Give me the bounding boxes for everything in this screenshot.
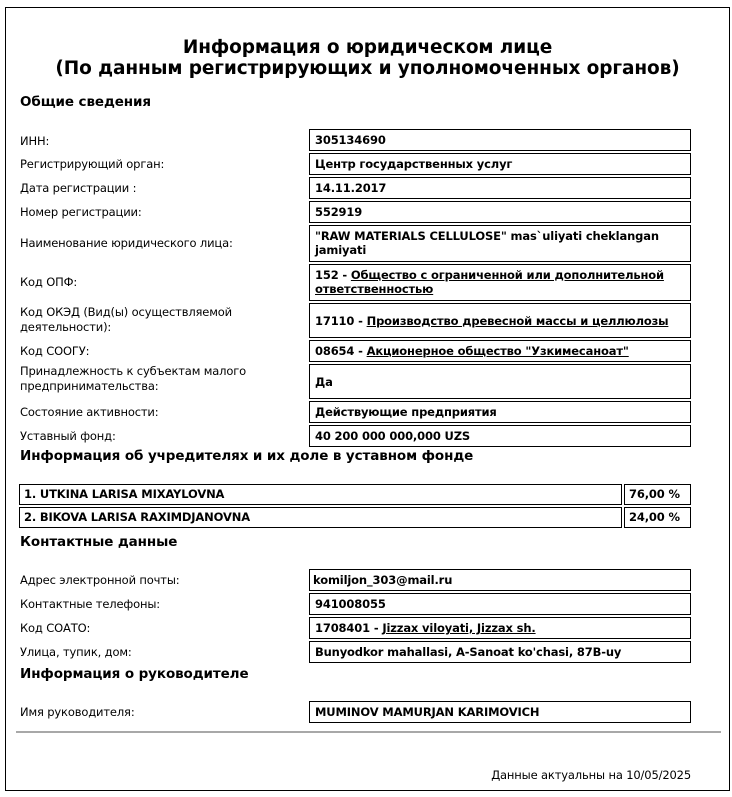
legal-entity-document xyxy=(5,7,730,791)
field-value-charter-capital: 40 200 000 000,000 UZS xyxy=(309,425,691,447)
field-label: Принадлежность к субъектам малого предпринимательства: xyxy=(20,364,247,393)
field-value-activity-status: Действующие предприятия xyxy=(309,401,691,423)
field-label: Код СОАТО: xyxy=(20,621,91,635)
soogu-link[interactable]: Акционерное общество "Узкимесаноат" xyxy=(366,344,629,358)
field-label: ИНН: xyxy=(20,134,50,148)
field-value-phones: 941008055 xyxy=(309,593,691,615)
field-value-registration-date: 14.11.2017 xyxy=(309,177,691,199)
opf-code: 152 xyxy=(315,268,339,282)
field-label: Уставный фонд: xyxy=(20,429,116,443)
separator: - xyxy=(369,621,383,635)
field-value-registration-number: 552919 xyxy=(309,201,691,223)
field-value-director-name: MUMINOV MAMURJAN KARIMOVICH xyxy=(309,701,691,723)
soato-link[interactable]: Jizzax viloyati, Jizzax sh. xyxy=(382,621,536,635)
oked-code: 17110 xyxy=(315,313,355,328)
founders-section-heading: Информация об учредителях и их доле в уставном фонде xyxy=(20,448,474,464)
title-line-2: (По данным регистрирующих и уполномоченных органов) xyxy=(55,58,680,79)
field-label: Регистрирующий орган: xyxy=(20,157,165,171)
director-section-heading: Информация о руководителе xyxy=(20,666,249,682)
field-label: Код СООГУ: xyxy=(20,344,90,358)
field-value-small-business: Да xyxy=(309,364,691,399)
field-value-registering-authority: Центр государственных услуг xyxy=(309,153,691,175)
field-label: Код ОПФ: xyxy=(20,275,78,289)
field-label: Состояние активности: xyxy=(20,405,159,419)
opf-link[interactable]: Общество с ограниченной или дополнительной ответственностью xyxy=(315,268,664,296)
field-value-opf-code xyxy=(309,264,691,301)
field-value-address: Bunyodkor mahallasi, A-Sanoat ko'chasi, 87B-uy xyxy=(309,641,691,663)
divider xyxy=(16,731,721,733)
field-label: Адрес электронной почты: xyxy=(20,573,180,587)
contacts-section-heading: Контактные данные xyxy=(20,534,178,550)
title-line-1: Информация о юридическом лице xyxy=(182,37,553,58)
field-value-soogu-code xyxy=(309,340,691,362)
field-value-oked-code xyxy=(309,303,691,338)
field-value-inn: 305134690 xyxy=(309,129,691,151)
separator: - xyxy=(354,344,367,358)
field-label: Имя руководителя: xyxy=(20,705,135,719)
soato-code: 1708401 xyxy=(315,621,370,635)
page-title xyxy=(6,37,729,79)
field-value-soato-code xyxy=(309,617,691,639)
field-value-entity-name: "RAW MATERIALS CELLULOSE" mas`uliyati cheklangan jamiyati xyxy=(309,225,691,262)
field-label: Дата регистрации : xyxy=(20,181,137,195)
data-actual-date: Данные актуальны на 10/05/2025 xyxy=(491,768,691,782)
founder-share: 76,00 % xyxy=(624,484,691,505)
founder-name: 2. BIKOVA LARISA RAXIMDJANOVNA xyxy=(19,507,622,528)
founder-share: 24,00 % xyxy=(624,507,691,528)
field-value-email: komiljon_303@mail.ru xyxy=(309,569,691,591)
field-label: Наименование юридического лица: xyxy=(20,236,233,250)
oked-link[interactable]: Производство древесной массы и целлюлозы xyxy=(366,313,669,328)
founder-name: 1. UTKINA LARISA MIXAYLOVNA xyxy=(19,484,622,505)
separator: - xyxy=(338,268,351,282)
field-label: Улица, тупик, дом: xyxy=(20,645,132,659)
field-label: Номер регистрации: xyxy=(20,205,142,219)
general-section-heading: Общие сведения xyxy=(20,94,151,110)
soogu-code: 08654 xyxy=(315,344,355,358)
field-label: Контактные телефоны: xyxy=(20,597,160,611)
separator: - xyxy=(354,313,367,328)
field-label: Код ОКЭД (Вид(ы) осуществляемой деятельности): xyxy=(20,305,232,334)
